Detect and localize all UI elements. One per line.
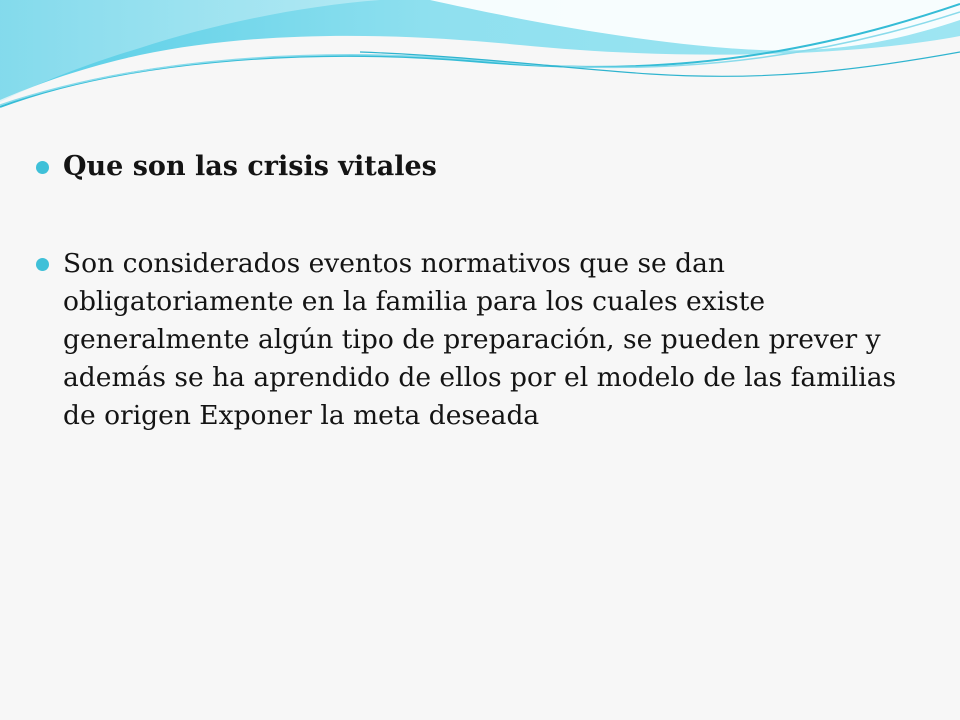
wave-decoration [0,0,960,130]
title-bullet [36,148,926,186]
slide-content [36,148,926,435]
body-bullet-text: Son considerados eventos normativos que se dan obligatoriamente en la familia para los cuales existe generalmente algún tipo de preparación, se pueden prever y además se ha aprendido de ellos por el modelo de las familias de origen Exponer la meta deseada [63,248,897,431]
body-bullet [36,245,926,435]
title-bullet-text: Que son las crisis vitales [63,151,437,182]
bullet-dot-icon [36,258,49,271]
bullet-dot-icon [36,161,49,174]
